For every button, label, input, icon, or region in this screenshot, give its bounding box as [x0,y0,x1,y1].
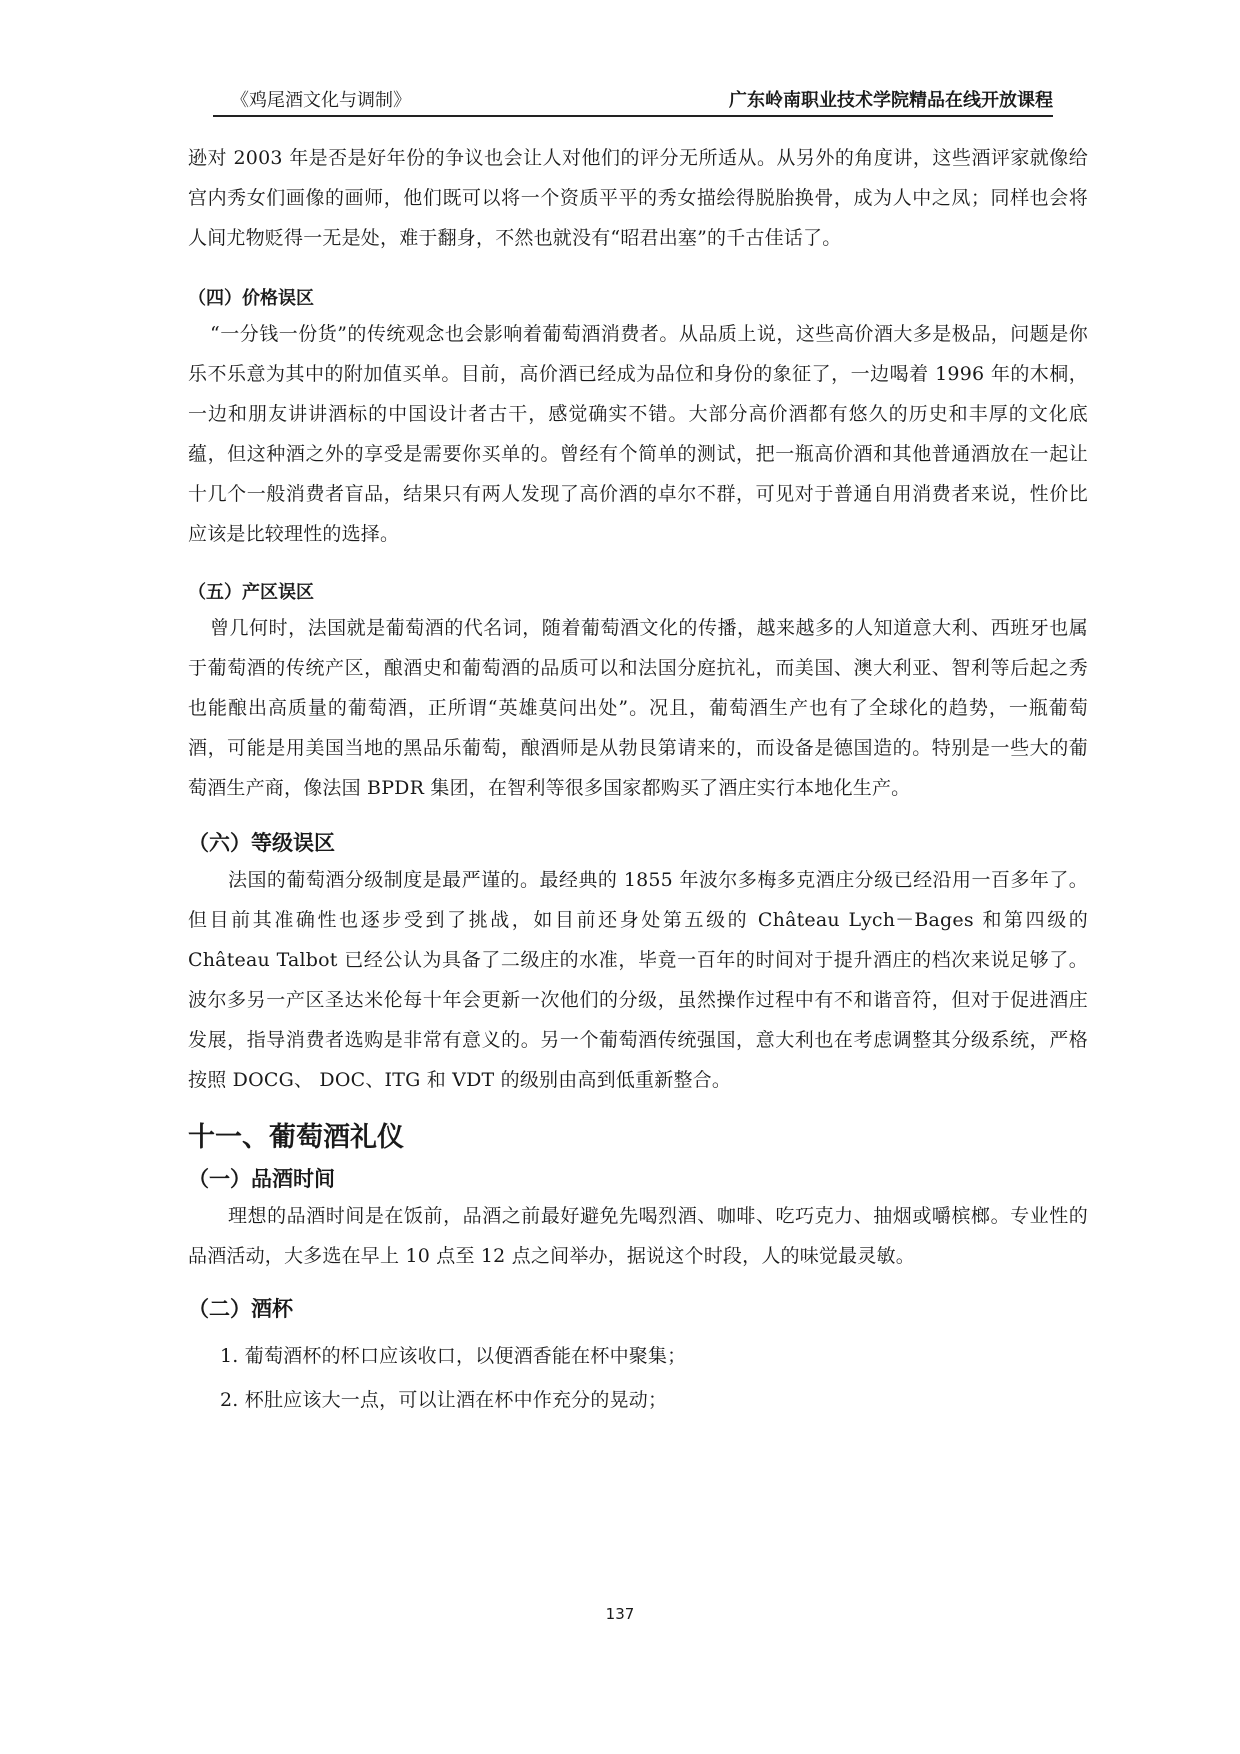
page-number: 137 [605,1605,635,1623]
list-item: 2. 杯肚应该大一点，可以让酒在杯中作充分的晃动； [220,1389,668,1411]
chapter-11-heading: 十一、葡萄酒礼仪 [188,1122,404,1153]
section-4-paragraph: “一分钱一份货”的传统观念也会影响着葡萄酒消费者。从品质上说，这些高价酒大多是极品，问题是你乐不乐意为其中的附加值买单。目前，高价酒已经成为品位和身份的象征了，一边喝着 1996 年的木桐，一边和朋友讲讲酒标的中国设计者古干，感觉确实不错。大部分高价酒都有悠久的历史和丰厚的文化底蕴，但这种酒之外的享受是需要你买单的。曾经有个简单的测试，把一瓶高价酒和其他普通酒放在一起让十几个一般消费者盲品，结果只有两人发现了高价酒的卓尔不群，可见对于普通自用消费者来说，性价比应该是比较理性的选择。 [188,323,1088,545]
section-6-heading: （六）等级误区 [188,831,335,855]
chapter-11-sub-1-paragraph: 理想的品酒时间是在饭前，品酒之前最好避免先喝烈酒、咖啡、吃巧克力、抽烟或嚼槟榔。专业性的品酒活动，大多选在早上 10 点至 12 点之间举办，据说这个时段，人的味觉最灵敏。 [188,1205,1088,1267]
institution-name: 广东岭南职业技术学院精品在线开放课程 [729,90,1053,111]
list-item: 1. 葡萄酒杯的杯口应该收口，以便酒香能在杯中聚集； [220,1345,687,1367]
chapter-11-sub-2-heading: （二）酒杯 [188,1297,293,1321]
section-5-heading: （五）产区误区 [188,582,314,603]
section-6-paragraph: 法国的葡萄酒分级制度是最严谨的。最经典的 1855 年波尔多梅多克酒庄分级已经沿用一百多年了。但目前其准确性也逐步受到了挑战，如目前还身处第五级的 Château Lych－Bages 和第四级的 Château Talbot 已经公认为具备了二级庄的水准，毕竟一百年的时间对于提升酒庄的档次来说足够了。波尔多另一产区圣达米伦每十年会更新一次他们的分级，虽然操作过程中有不和谐音符，但对于促进酒庄发展，指导消费者选购是非常有意义的。另一个葡萄酒传统强国，意大利也在考虑调整其分级系统，严格按照 DOCG、 DOC、ITG 和 VDT 的级别由高到低重新整合。 [188,869,1088,1091]
page-content [188,138,1088,1422]
page-header [213,86,1053,116]
section-4-heading: （四）价格误区 [188,288,314,309]
chapter-11-sub-1-heading: （一）品酒时间 [188,1167,335,1191]
intro-paragraph: 逊对 2003 年是否是好年份的争议也会让人对他们的评分无所适从。从另外的角度讲，这些酒评家就像给宫内秀女们画像的画师，他们既可以将一个资质平平的秀女描绘得脱胎换骨，成为人中之凤；同样也会将人间尤物贬得一无是处，难于翻身，不然也就没有“昭君出塞”的千古佳话了。 [188,147,1088,249]
course-title: 《鸡尾酒文化与调制》 [231,90,411,111]
section-5-paragraph: 曾几何时，法国就是葡萄酒的代名词，随着葡萄酒文化的传播，越来越多的人知道意大利、西班牙也属于葡萄酒的传统产区，酿酒史和葡萄酒的品质可以和法国分庭抗礼，而美国、澳大利亚、智利等后起之秀也能酿出高质量的葡萄酒，正所谓“英雄莫问出处”。况且，葡萄酒生产也有了全球化的趋势，一瓶葡萄酒，可能是用美国当地的黑品乐葡萄，酿酒师是从勃艮第请来的，而设备是德国造的。特别是一些大的葡萄酒生产商，像法国 BPDR 集团，在智利等很多国家都购买了酒庄实行本地化生产。 [188,617,1088,799]
header-rule [213,115,1053,117]
